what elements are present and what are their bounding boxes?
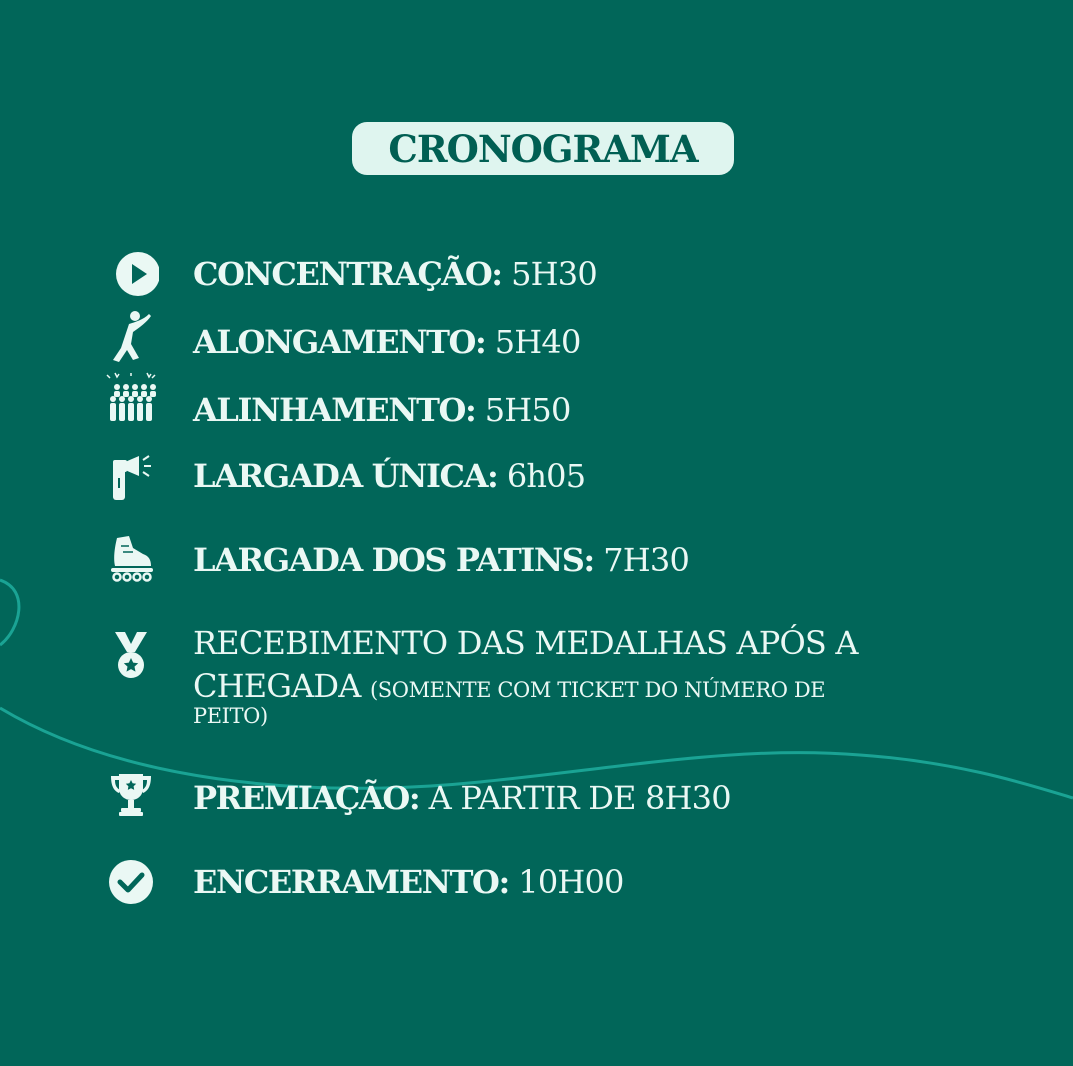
item-label: ALONGAMENTO:	[193, 323, 486, 361]
item-text-line1: RECEBIMENTO DAS MEDALHAS APÓS A	[193, 624, 858, 662]
crowd-icon	[103, 369, 159, 425]
item-label: PREMIAÇÃO:	[193, 779, 420, 817]
check-circle-icon	[103, 854, 159, 910]
title-badge	[352, 122, 734, 175]
item-time: 5H40	[494, 323, 581, 361]
item-label: LARGADA ÚNICA:	[193, 457, 498, 495]
item-note-continued: PEITO)	[193, 704, 268, 728]
page-title: CRONOGRAMA	[388, 126, 698, 171]
item-note: (SOMENTE COM TICKET DO NÚMERO DE	[369, 678, 826, 702]
stretching-icon	[103, 308, 159, 364]
item-time: 10H00	[518, 863, 624, 901]
starting-pistol-icon	[103, 448, 159, 504]
item-text-line2: CHEGADA	[193, 667, 361, 705]
medal-icon	[103, 628, 159, 684]
item-label: ALINHAMENTO:	[193, 391, 476, 429]
item-time: 7H30	[603, 541, 690, 579]
item-time: 5H50	[484, 391, 571, 429]
item-time: 6h05	[506, 457, 586, 495]
item-time: 5H30	[511, 255, 597, 293]
item-label: LARGADA DOS PATINS:	[193, 541, 594, 579]
roller-skate-icon	[103, 532, 159, 588]
item-label: CONCENTRAÇÃO:	[193, 255, 502, 293]
trophy-icon	[103, 770, 159, 826]
item-time: A PARTIR DE 8H30	[428, 779, 731, 817]
play-circle-icon	[103, 246, 159, 302]
item-label: ENCERRAMENTO:	[193, 863, 509, 901]
